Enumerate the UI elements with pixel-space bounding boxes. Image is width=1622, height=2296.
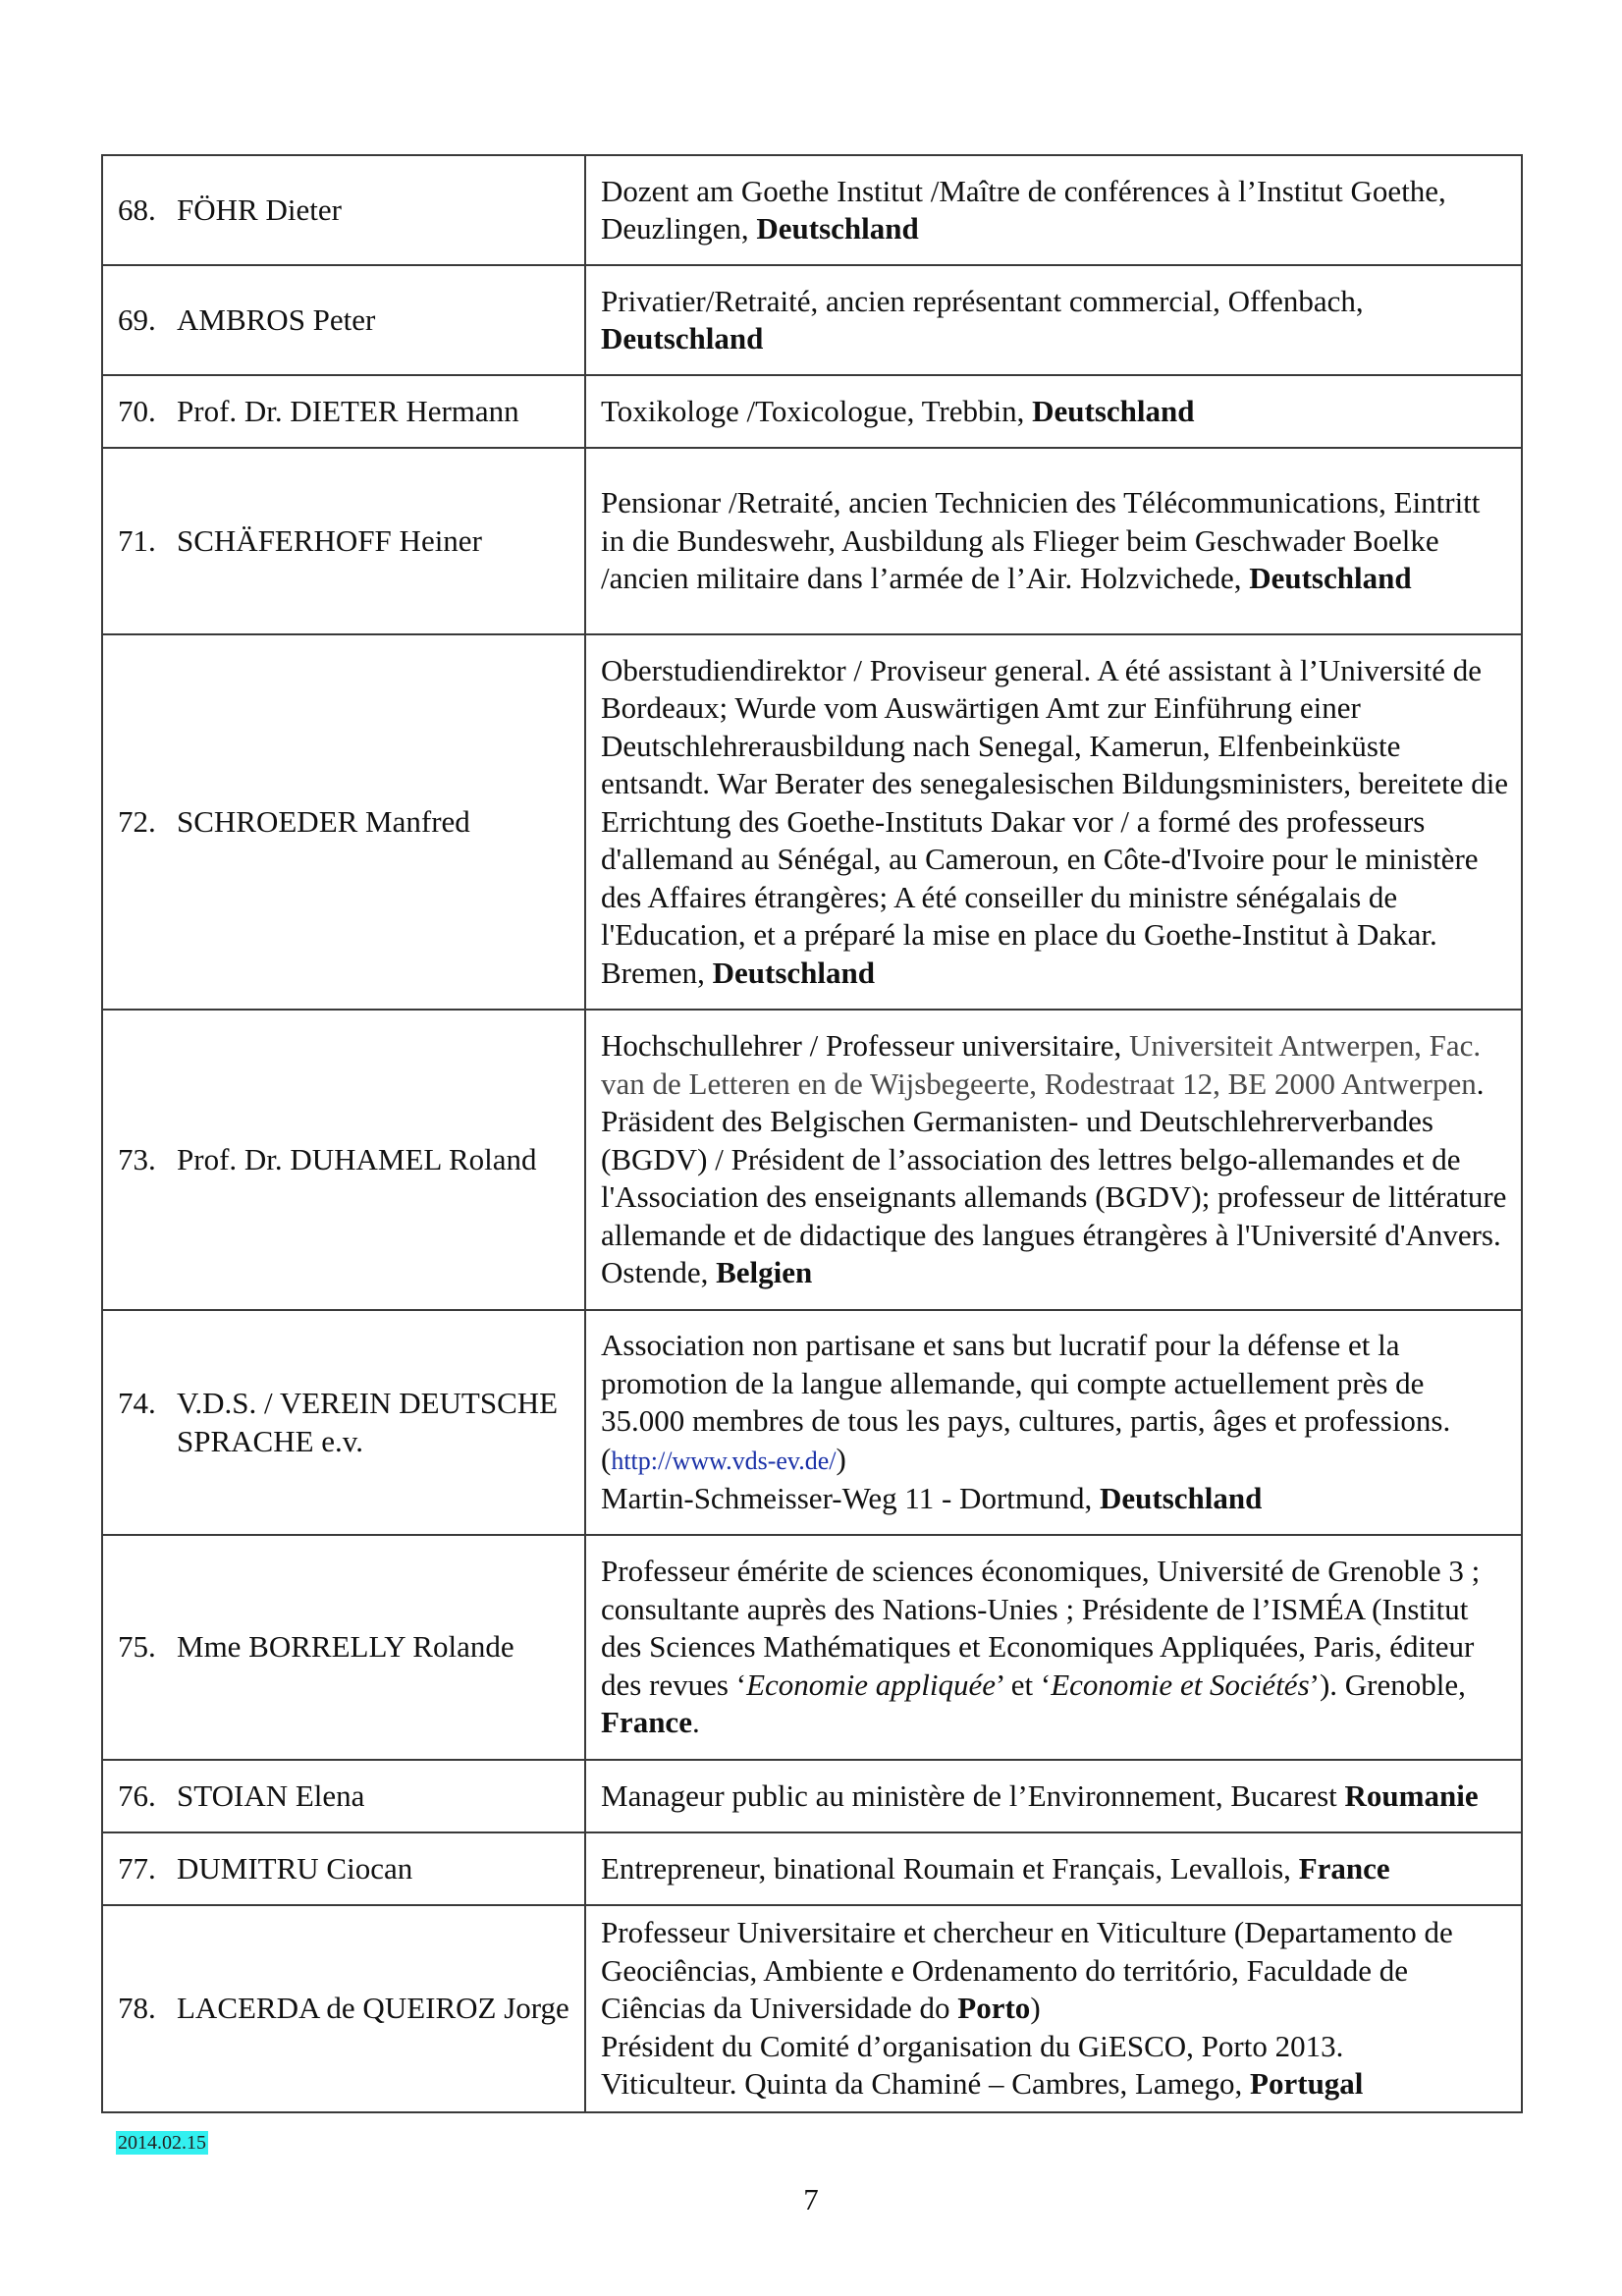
row-number: 70. [118,393,156,428]
name-cell [102,1310,585,1535]
name-cell [102,155,585,265]
table-row [102,1760,1522,1832]
signatory-name: Prof. Dr. DUHAMEL Roland [177,1141,537,1176]
description-cell [585,265,1522,375]
signatory-name: LACERDA de QUEIROZ Jorge [177,1991,569,2026]
name-wrap [118,191,578,230]
description-text: Manageur public au ministère de l’Environnement, Bucarest [601,1777,1345,1813]
description-text: Entrepreneur, binational Roumain et Français, Levallois, [601,1850,1299,1886]
name-wrap [118,1990,578,2028]
table-row [102,448,1522,634]
signatory-name: DUMITRU Ciocan [177,1850,413,1886]
signatory-name: SCHROEDER Manfred [177,803,470,839]
country-label: Deutschland [1100,1481,1263,1516]
signatory-name: FÖHR Dieter [177,191,342,227]
table-row [102,1535,1522,1760]
institution-address: Universiteit Antwerpen, Fac. van de Letteren en de Wijsbegeerte, Rodestraat 12, BE 2000 Antwerpen [601,1028,1482,1101]
name-wrap [118,803,578,842]
table-row [102,1310,1522,1535]
description-cell [585,1310,1522,1535]
table-body [102,155,1522,2112]
name-wrap [118,1777,578,1816]
description-text: . [691,1705,700,1740]
row-number: 73. [118,1141,156,1176]
row-number: 72. [118,803,156,839]
description-cell [585,448,1522,634]
country-label: Belgien [716,1255,813,1290]
footer-date-stamp: 2014.02.15 [118,2132,206,2154]
name-wrap [118,1628,578,1667]
description-text: Toxikologe /Toxicologue, Trebbin, [601,393,1033,428]
country-label: Deutschland [712,955,876,990]
description-cell [585,1832,1522,1905]
description-text: ) [1030,1991,1041,2026]
row-number: 68. [118,191,156,227]
table-row [102,1832,1522,1905]
row-number: 77. [118,1850,156,1886]
description-text: Président du Comité d’organisation du GiESCO, Porto 2013. [601,2028,1344,2063]
name-wrap [118,393,578,431]
description-cell [585,1905,1522,2112]
description-text: Pensionar /Retraité, ancien Technicien des Télécommunications, Eintritt in die Bundeswehr, Ausbildung als Flieger beim Geschwader Boelke /ancien militaire dans l’armée de l’Air. Holzvichede, [601,485,1481,596]
description-cell [585,634,1522,1010]
row-number: 71. [118,522,156,558]
table-row [102,375,1522,448]
description-text: Hochschullehrer / Professeur universitaire, [601,1028,1130,1064]
name-cell [102,1010,585,1310]
description-cell [585,1760,1522,1832]
name-cell [102,1832,585,1905]
country-label: Deutschland [756,211,919,246]
signatory-name: Prof. Dr. DIETER Hermann [177,393,519,428]
country-label: Porto [957,1991,1031,2026]
name-cell [102,1535,585,1760]
table-row [102,1905,1522,2112]
country-label: Deutschland [601,321,764,355]
signatory-name: SCHÄFERHOFF Heiner [177,522,482,558]
signatory-name: STOIAN Elena [177,1777,365,1813]
name-wrap [118,1385,578,1460]
publication-title: Economie appliquée [746,1667,997,1702]
table-row [102,1010,1522,1310]
description-text: Oberstudiendirektor / Proviseur general. A été assistant à l’Université de Bordeaux; Wurde vom Auswärtigen Amt zur Einführung einer Deutschlehrerausbildung nach Senegal, Kamerun, Elfenbeinküste entsandt. War Berater des senegalesischen Bildungsministers, bereitete die Errichtung des Goethe-Instituts Dakar vor / a formé des professeurs d'allemand au Sénégal, au Cameroun, en Côte-d'Ivoire pour le ministère des Affaires étrangères; A été conseiller du ministre sénégalais de l'Education, et a préparé la mise en place du Goethe-Institut à Dakar. Bremen, [601,652,1509,990]
name-wrap [118,1141,578,1179]
name-cell [102,634,585,1010]
description-text: Martin-Schmeisser-Weg 11 - Dortmund, [601,1481,1100,1516]
row-number: 69. [118,301,156,337]
description-text: . Präsident des Belgischen Germanisten- und Deutschlehrerverbandes (BGDV) / Président de l’association des lettres belgo-allemandes et de l'Association des enseignants allemands (BGDV); professeur de littérature allemande et de didactique des langues étrangères à l'Université d'Anvers. Ostende, [601,1066,1507,1290]
row-number: 74. [118,1386,156,1420]
row-number: 78. [118,1991,156,2026]
table-row [102,634,1522,1010]
signatory-name: AMBROS Peter [177,301,376,337]
table-row [102,155,1522,265]
description-cell [585,155,1522,265]
website-link[interactable]: http://www.vds-ev.de/ [611,1446,837,1475]
description-text: ) [836,1441,846,1476]
signatory-name: V.D.S. / VEREIN DEUTSCHE SPRACHE e.v. [177,1386,559,1458]
publication-title: Economie et Sociétés [1051,1667,1310,1702]
country-label: France [1298,1850,1390,1886]
name-wrap [118,301,578,340]
description-text: ’ et ‘ [996,1667,1052,1702]
country-label: Deutschland [1249,561,1412,596]
name-wrap [118,1850,578,1888]
row-number: 75. [118,1629,156,1665]
description-cell [585,1535,1522,1760]
country-label: Portugal [1250,2066,1364,2102]
signatory-name: Mme BORRELLY Rolande [177,1629,514,1665]
country-label: France [601,1705,692,1740]
name-cell [102,1760,585,1832]
name-cell [102,375,585,448]
description-cell [585,375,1522,448]
table-row [102,265,1522,375]
country-label: Roumanie [1344,1777,1479,1813]
description-cell [585,1010,1522,1310]
description-text: Viticulteur. Quinta da Chaminé – Cambres, Lamego, [601,2066,1251,2102]
signatories-table [101,154,1523,2113]
row-number: 76. [118,1777,156,1813]
description-text: Association non partisane et sans but lucratif pour la défense et la promotion de la langue allemande, qui compte actuellement près de 35.000 membres de tous les pays, cultures, partis, âges et professions. ( [601,1328,1451,1476]
description-text: ’). Grenoble, [1309,1667,1466,1702]
name-wrap [118,522,578,561]
description-text: Professeur Universitaire et chercheur en Viticulture (Departamento de Geociências, Ambiente e Ordenamento do território, Faculdade de Ciências da Universidade do [601,1915,1453,2026]
name-cell [102,448,585,634]
name-cell [102,265,585,375]
description-text: Professeur émérite de sciences économiques, Université de Grenoble 3 ; consultante auprès des Nations-Unies ; Présidente de l’ISMÉA (Institut des Sciences Mathématiques et Economiques Appliquées, Paris, éditeur des revues ‘ [601,1554,1481,1702]
country-label: Deutschland [1032,393,1195,428]
page-number: 7 [803,2182,819,2216]
name-cell [102,1905,585,2112]
description-text: Dozent am Goethe Institut /Maître de conférences à l’Institut Goethe, Deuzlingen, [601,173,1446,246]
description-text: Privatier/Retraité, ancien représentant commercial, Offenbach, [601,283,1364,318]
